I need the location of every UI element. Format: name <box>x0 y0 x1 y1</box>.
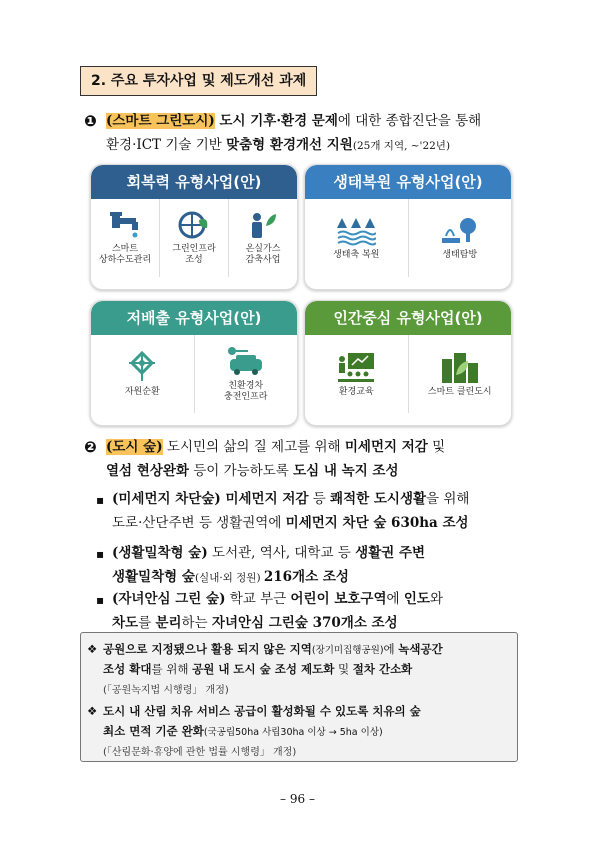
note-2-line-1: 도시 내 산림 치유 서비스 공급이 활성화될 수 있도록 치유의 숲 <box>103 704 421 718</box>
note-box <box>80 632 518 762</box>
bullet-bold: 인도 <box>403 591 430 607</box>
bullet-fine-dust <box>112 487 522 535</box>
panel-title: 회복력 유형사업(안) <box>91 165 297 199</box>
panel-resilience <box>90 164 298 290</box>
bullet-bold: 자녀안심 그린숲 370개소 조성 <box>211 615 398 631</box>
note-text: 최소 면적 기준 완화 <box>103 724 204 738</box>
item2-t6: 도심 내 녹지 조성 <box>293 463 399 479</box>
panel-title: 저배출 유형사업(안) <box>91 301 297 335</box>
bullet-bold: 216개소 조성 <box>263 569 349 585</box>
item2-t2: 미세먼지 저감 <box>344 439 428 455</box>
bullet-bold: 어린이 보호구역 <box>290 591 387 607</box>
city-leaf-icon <box>440 351 480 383</box>
item1-t5: (25개 지역, ~'22년) <box>352 140 451 152</box>
note-text: 공원으로 지정됐으나 활용 되지 않은 지역 <box>103 642 312 656</box>
note-text: 녹색공간 <box>398 642 443 656</box>
bullet-bold: 생활권 주변 <box>355 545 426 561</box>
bullet-text: 와 <box>429 591 443 607</box>
icon-label: 스마트 상하수도관리 <box>98 244 152 265</box>
note-1-line-2 <box>103 659 513 679</box>
panel-eco-restoration <box>304 164 512 290</box>
bullet-bold: 차도 <box>112 615 139 631</box>
item2-t5: 등이 가능하도록 <box>188 463 294 479</box>
bullet-text: 등 <box>308 491 331 507</box>
note-text: 조성 확대 <box>103 662 152 676</box>
bullet-marker: ▪ <box>96 493 105 507</box>
panel-title: 생태복원 유형사업(안) <box>305 165 511 199</box>
note-text: (장기미집행공원) <box>311 645 384 656</box>
bullet-child-safety <box>112 587 522 635</box>
panel-low-emission <box>90 300 298 426</box>
icon-label: 그린인프라 조성 <box>172 244 216 265</box>
trees-water-icon <box>336 216 376 246</box>
item1-marker: ❶ <box>84 112 97 130</box>
icon-label: 스마트 클린도시 <box>427 386 492 397</box>
bullet-bold: 쾌적한 도시생활 <box>330 491 427 507</box>
icon-label: 생태축 복원 <box>333 249 380 260</box>
bullet-bold: 생활밀착형 숲 <box>112 569 195 585</box>
bullet-bold: 미세먼지 차단 숲 630ha 조성 <box>285 515 469 531</box>
note-2-sub: (「산림문화·휴양에 관한 법률 시행령」 개정) <box>103 747 297 758</box>
faucet-icon <box>108 210 142 240</box>
note-text: 절차 간소화 <box>352 662 413 676</box>
bullet-text: 도서관, 역사, 대학교 등 <box>207 545 356 561</box>
bullet-living-forest <box>112 541 522 590</box>
item2-t3: 및 <box>427 439 446 455</box>
item1-t1: 도시 기후·환경 문제 <box>214 113 338 129</box>
bullet-heading: (미세먼지 차단숲) <box>112 491 221 507</box>
page-number: – 96 – <box>280 792 315 806</box>
item2-highlight: (도시 숲) <box>106 439 163 455</box>
note-2-line-2 <box>103 721 513 743</box>
bullet-bold: 미세먼지 저감 <box>220 491 309 507</box>
note-1-sub: (「공원녹지법 시행령」 개정) <box>103 685 229 696</box>
fountain-tree-icon <box>440 216 480 246</box>
note-text: 공원 내 도시 숲 조성 제도화 <box>192 662 335 676</box>
bullet-text: 을 위해 <box>426 491 470 507</box>
item2-t1: 도시민의 삶의 질 제고를 위해 <box>162 439 345 455</box>
bullet-text: 에 <box>386 591 404 607</box>
globe-leaf-icon <box>177 210 211 240</box>
note-text: 를 위해 <box>151 662 193 676</box>
bullet-text: 를 <box>138 615 156 631</box>
ev-car-icon <box>226 345 266 377</box>
icon-label: 자원순환 <box>124 386 160 397</box>
icon-label: 온실가스 감축사업 <box>245 244 281 265</box>
note-marker: ❖ <box>87 704 98 718</box>
bullet-text: 하는 <box>181 615 212 631</box>
bullet-bold: 분리 <box>155 615 182 631</box>
item2-text <box>106 435 526 483</box>
person-plant-icon <box>246 210 280 240</box>
note-marker: ❖ <box>87 642 98 656</box>
icon-label: 친환경차 충전인프라 <box>224 381 268 402</box>
item1-highlight: (스마트 그린도시) <box>106 113 215 129</box>
note-text: 및 <box>334 662 353 676</box>
note-text: (국공립50ha 사립30ha 이상 → 5ha 이상) <box>203 727 383 738</box>
recycle-icon <box>125 351 159 383</box>
item1-text <box>106 109 526 158</box>
bullet-text: (실내·외 정원) <box>194 572 264 584</box>
bullet-heading: (자녀안심 그린 숲) <box>112 591 226 607</box>
item2-t4: 열섬 현상완화 <box>106 463 189 479</box>
icon-label: 환경교육 <box>338 386 374 397</box>
section-title: 2. 주요 투자사업 및 제도개선 과제 <box>80 66 317 96</box>
bullet-text: 학교 부근 <box>225 591 291 607</box>
panel-human-centered <box>304 300 512 426</box>
bullet-heading: (생활밀착형 숲) <box>112 545 208 561</box>
teaching-icon <box>336 351 376 383</box>
bullet-marker: ▪ <box>96 593 105 607</box>
item1-t3: 환경·ICT 기술 기반 <box>106 137 227 153</box>
item1-t4: 맞춤형 환경개선 지원 <box>226 137 353 153</box>
item1-t2: 에 대한 종합진단을 통해 <box>337 113 482 129</box>
bullet-marker: ▪ <box>96 547 105 561</box>
note-text: 에 <box>383 642 399 656</box>
panel-title: 인간중심 유형사업(안) <box>305 301 511 335</box>
bullet-text: 도로·산단주변 등 생활권역에 <box>112 515 286 531</box>
note-1-line-1 <box>103 639 513 661</box>
item2-marker: ❷ <box>84 438 97 456</box>
icon-label: 생태탐방 <box>442 249 478 260</box>
